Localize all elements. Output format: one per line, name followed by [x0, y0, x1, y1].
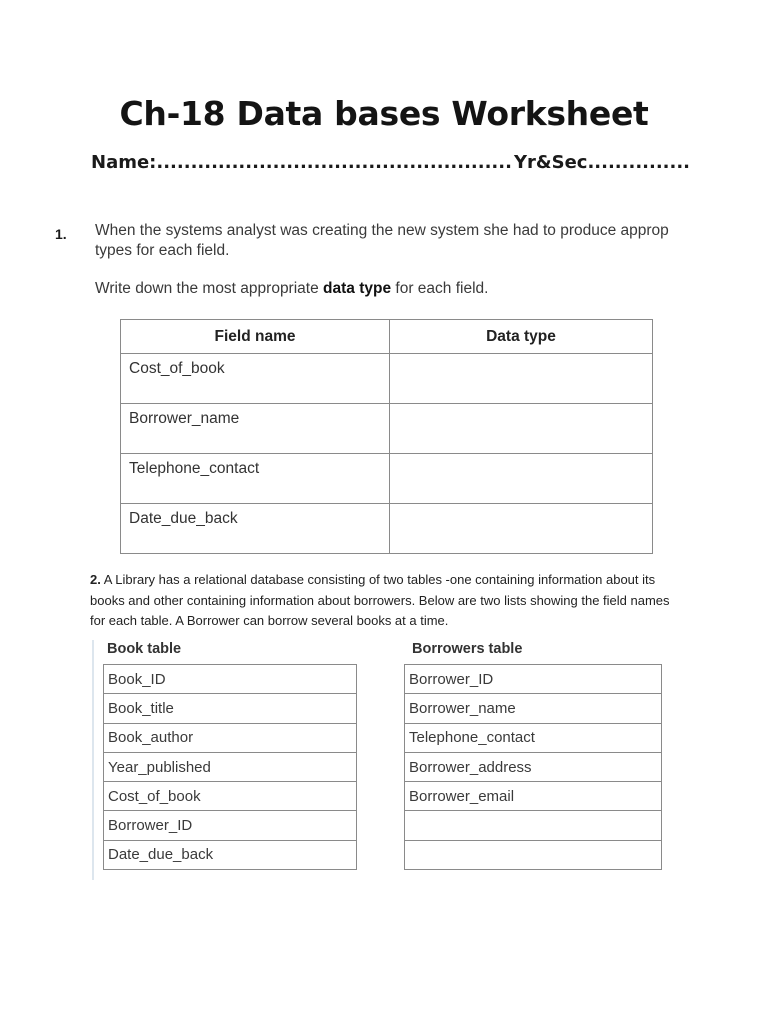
table-row — [104, 665, 357, 694]
field-name-cell: Telephone_contact — [121, 454, 390, 504]
book-field-cell: Cost_of_book — [104, 782, 357, 811]
data-type-answer-cell[interactable] — [390, 354, 653, 404]
margin-line — [92, 640, 94, 880]
question-1-number: 1. — [55, 226, 67, 242]
borrower-field-cell: Borrower_ID — [405, 665, 662, 694]
name-field: Name:.................................................... — [91, 152, 512, 173]
data-type-answer-cell[interactable] — [390, 504, 653, 554]
question-1-text-line1: When the systems analyst was creating the new system she had to produce approp — [95, 222, 669, 239]
borrower-field-cell[interactable] — [405, 811, 662, 840]
table-row — [405, 694, 662, 723]
book-field-cell: Date_due_back — [104, 840, 357, 869]
field-name-cell: Date_due_back — [121, 504, 390, 554]
book-table-title: Book table — [107, 641, 182, 657]
borrower-field-cell: Telephone_contact — [405, 723, 662, 752]
book-field-cell: Book_author — [104, 723, 357, 752]
field-name-header: Field name — [121, 320, 390, 354]
book-field-cell: Book_ID — [104, 665, 357, 694]
table-row — [121, 404, 653, 454]
table-row — [121, 454, 653, 504]
question-2-body: A Library has a relational database consisting of two tables -one containing information about its books and other containing information about borrowers. Below are two lists showing the field names for each table. A Borrower can borrow several books at a time. — [90, 572, 670, 628]
data-type-table-header — [121, 320, 653, 354]
data-type-header: Data type — [390, 320, 653, 354]
borrower-field-cell: Borrower_address — [405, 752, 662, 781]
table-row — [405, 723, 662, 752]
borrowers-table — [404, 664, 662, 870]
book-field-cell: Book_title — [104, 694, 357, 723]
question-1-instruction — [95, 280, 488, 298]
worksheet-title: Ch-18 Data bases Worksheet — [119, 94, 649, 133]
book-table — [103, 664, 357, 870]
data-type-table — [120, 319, 653, 554]
question-1-text-line2: types for each field. — [95, 242, 230, 259]
table-row — [121, 504, 653, 554]
instruction-bold: data type — [323, 280, 392, 297]
table-row — [104, 694, 357, 723]
table-row — [104, 752, 357, 781]
book-field-cell: Year_published — [104, 752, 357, 781]
data-type-answer-cell[interactable] — [390, 404, 653, 454]
yr-sec-field: Yr&Sec............... — [514, 152, 691, 173]
field-name-cell: Borrower_name — [121, 404, 390, 454]
instruction-suffix: for each field. — [391, 280, 489, 297]
table-row — [104, 811, 357, 840]
table-row — [104, 723, 357, 752]
question-2-text — [90, 570, 680, 632]
borrowers-table-title: Borrowers table — [412, 641, 523, 657]
field-name-cell: Cost_of_book — [121, 354, 390, 404]
table-row — [405, 782, 662, 811]
question-2-number: 2. — [90, 572, 101, 587]
book-field-cell: Borrower_ID — [104, 811, 357, 840]
instruction-prefix: Write down the most appropriate — [95, 280, 324, 297]
question-1-text — [95, 221, 695, 261]
borrower-field-cell[interactable] — [405, 840, 662, 869]
table-row — [405, 752, 662, 781]
table-row — [121, 354, 653, 404]
data-type-answer-cell[interactable] — [390, 454, 653, 504]
borrower-field-cell: Borrower_email — [405, 782, 662, 811]
table-row — [405, 665, 662, 694]
table-row — [104, 782, 357, 811]
table-row — [405, 840, 662, 869]
table-row — [405, 811, 662, 840]
borrower-field-cell: Borrower_name — [405, 694, 662, 723]
table-row — [104, 840, 357, 869]
